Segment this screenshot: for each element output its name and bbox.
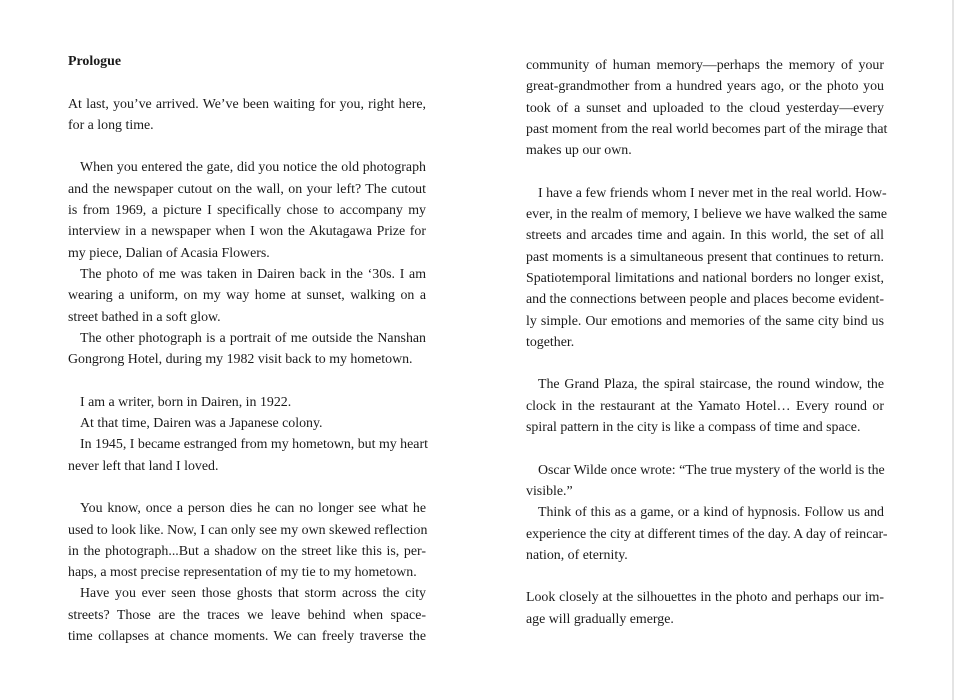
left-page-text <box>68 94 426 648</box>
text-line: experience the city at different times of the day. A day of reincar- <box>526 526 888 542</box>
text-line: interview in a newspaper when I won the Akutagawa Prize for <box>68 224 426 240</box>
text-line: in the photograph...But a shadow on the street like this is, per- <box>68 543 426 559</box>
text-line: nation, of eternity. <box>526 547 628 563</box>
text-line: wearing a uniform, on my way home at sunset, walking on a <box>68 288 426 304</box>
text-line: streets? Those are the traces we leave behind when space- <box>68 607 426 623</box>
text-line: is from 1969, a picture I specifically chose to accompany my <box>68 203 426 219</box>
text-line: age will gradually emerge. <box>526 611 674 627</box>
text-line: When you entered the gate, did you notice the old photograph <box>80 160 426 176</box>
text-line: clock in the restaurant at the Yamato Hotel… Every round or <box>526 398 884 414</box>
text-line: Look closely at the silhouettes in the photo and perhaps our im- <box>526 590 884 606</box>
text-line: In 1945, I became estranged from my hometown, but my heart <box>80 437 428 453</box>
text-line: ever, in the realm of memory, I believe we have walked the same <box>526 207 888 223</box>
text-line: visible.” <box>526 483 573 499</box>
paragraph-gap <box>526 161 884 182</box>
text-line: great-grandmother from a hundred years ago, or the photo you <box>526 79 884 95</box>
paragraph-gap <box>68 136 426 157</box>
text-line: Oscar Wilde once wrote: “The true mystery of the world is the <box>538 462 885 478</box>
text-line: and the newspaper cutout on the wall, on your left? The cutout <box>68 181 426 197</box>
text-line: At that time, Dairen was a Japanese colony. <box>80 416 323 432</box>
paragraph-gap <box>68 477 426 498</box>
text-line: Have you ever seen those ghosts that storm across the city <box>80 586 426 602</box>
text-line: community of human memory—perhaps the memory of your <box>526 58 884 73</box>
text-line: Think of this as a game, or a kind of hypnosis. Follow us and <box>538 505 884 521</box>
text-line: Spatiotemporal limitations and national borders no longer exist, <box>526 270 884 286</box>
chapter-heading: Prologue <box>68 54 121 69</box>
right-page <box>526 55 888 630</box>
text-line: Gongrong Hotel, during my 1982 visit back to my hometown. <box>68 352 413 368</box>
paragraph-gap <box>526 566 884 587</box>
text-line: ly simple. Our emotions and memories of the same city bind us <box>526 313 884 329</box>
paragraph-gap <box>526 438 884 459</box>
text-line: for a long time. <box>68 117 154 133</box>
text-line: past moments is a simultaneous present that continues to return. <box>526 249 884 265</box>
text-line: spiral pattern in the city is like a compass of time and space. <box>526 420 861 436</box>
left-page <box>68 51 426 647</box>
text-line: streets and arcades time and again. In this world, the set of all <box>526 228 884 244</box>
text-line: time collapses at chance moments. We can freely traverse the <box>68 629 426 645</box>
text-line: and the connections between people and places become evident- <box>526 292 884 308</box>
right-page-text <box>526 55 888 630</box>
text-line: together. <box>526 334 575 350</box>
text-line: You know, once a person dies he can no longer see what he <box>80 501 426 517</box>
text-line: my piece, Dalian of Acasia Flowers. <box>68 245 270 261</box>
text-line: never left that land I loved. <box>68 458 219 474</box>
paragraph-gap <box>526 353 884 374</box>
text-line: took of a sunset and uploaded to the cloud yesterday—every <box>526 100 884 116</box>
text-line: haps, a most precise representation of my tie to my hometown. <box>68 565 417 581</box>
text-line: At last, you’ve arrived. We’ve been waiting for you, right here, <box>68 96 426 112</box>
paragraph-gap <box>68 370 426 391</box>
text-line: street bathed in a soft glow. <box>68 309 221 325</box>
text-line: I have a few friends whom I never met in the real world. How- <box>538 185 887 201</box>
text-line: The Grand Plaza, the spiral staircase, the round window, the <box>538 377 884 393</box>
text-line: past moment from the real world becomes part of the mirage that <box>526 121 888 137</box>
text-line: The other photograph is a portrait of me outside the Nanshan <box>80 330 426 346</box>
text-line: The photo of me was taken in Dairen back in the ‘30s. I am <box>80 266 426 282</box>
text-line: makes up our own. <box>526 143 632 159</box>
text-line: used to look like. Now, I can only see my own skewed reflection <box>68 522 428 538</box>
text-line: I am a writer, born in Dairen, in 1922. <box>80 394 292 410</box>
